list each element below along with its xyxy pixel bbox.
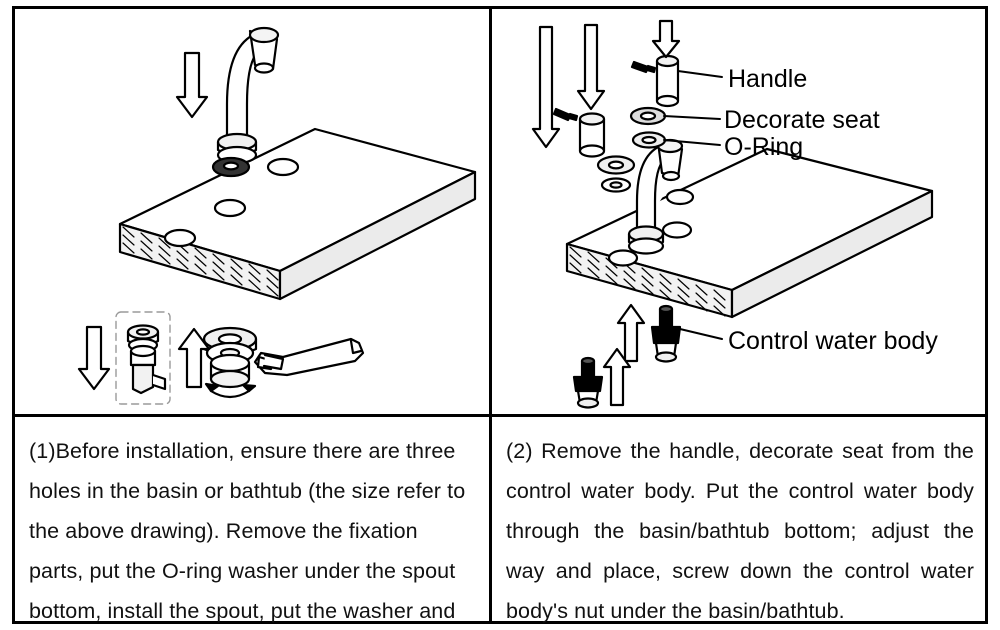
step-1-drawing [15,9,489,414]
handle [632,56,678,106]
panel-1-caption [15,417,489,624]
arrow-up-control-body [604,305,644,405]
screw-icon [554,109,577,120]
label-control-water-body: Control water body [728,327,938,355]
screw-icon [632,62,655,72]
basin-deck [567,149,932,317]
panel-2-caption-text: (2) Remove the handle, decorate seat from the control water body. Put the control water body through the basin/bathtub bottom; adjust the way and place, screw down the control water body's nut under the basin/bathtub. [506,439,974,623]
arrow-down-spout [177,53,207,117]
label-handle: Handle [728,65,808,93]
washer-nut-assembly [204,328,256,387]
control-water-body-second [574,358,602,408]
step-2-drawing [492,9,988,414]
label-o-ring: O-Ring [724,133,804,161]
panel-2-illustration [492,9,988,414]
label-decorate-seat: Decorate seat [724,106,880,134]
panel-1-caption-text: (1)Before installation, ensure there are three holes in the basin or bathtub (the size refer to the above drawing). Remove the fixation parts, put the O-ring washer under the spout bottom, install the spout, put the washer and [29,439,466,623]
panel-1-illustration [15,9,489,414]
panel-2-caption [492,417,988,624]
diagram-frame [12,6,988,624]
wrench [255,339,363,375]
basin-deck [120,129,475,299]
control-water-body [652,306,680,362]
arrow-down-fixation [79,327,109,389]
fixation-part [116,312,170,404]
